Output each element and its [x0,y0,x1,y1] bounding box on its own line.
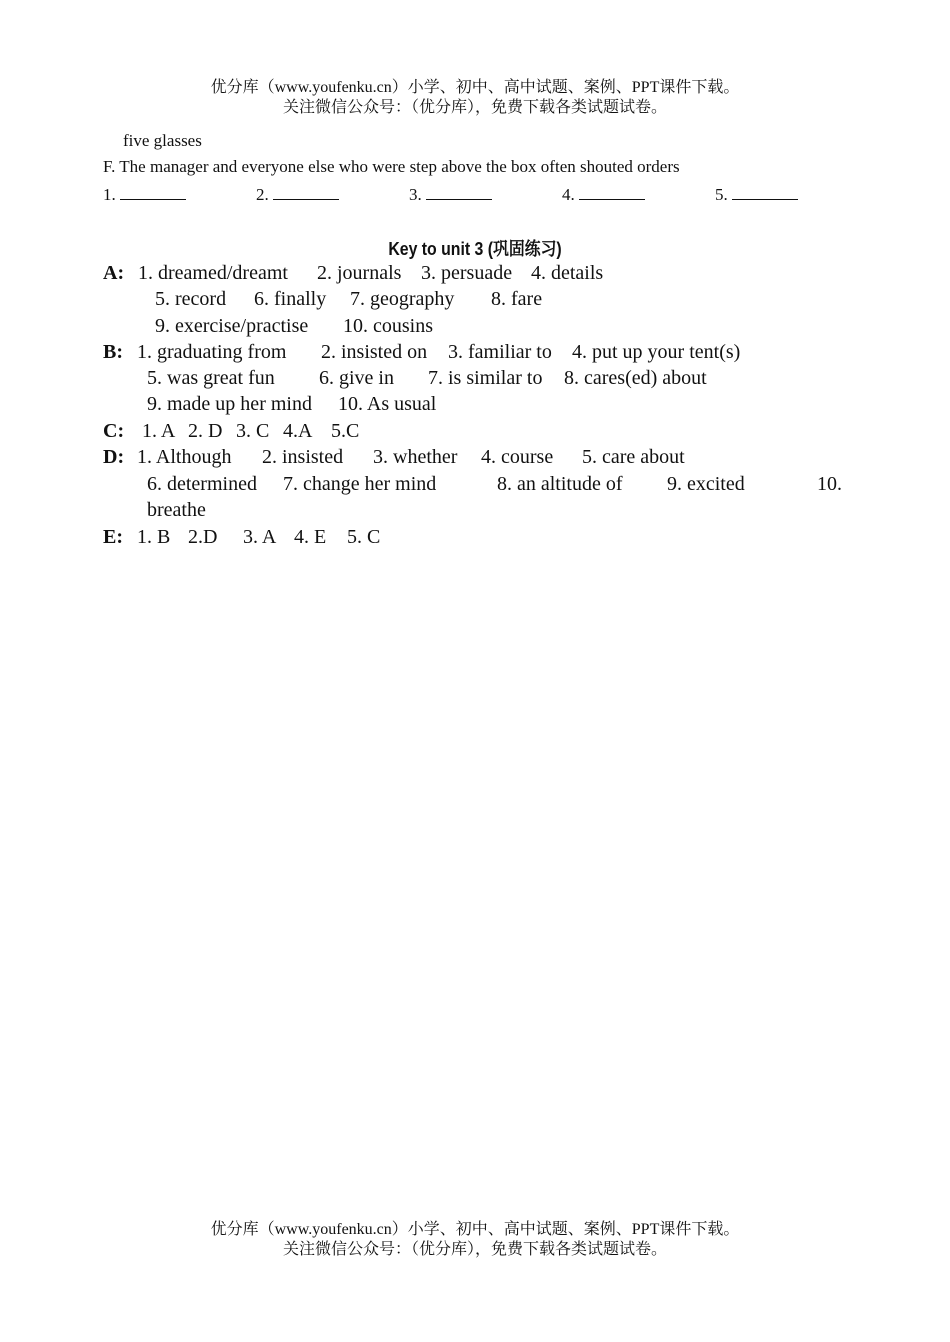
answer-b-1: 1. graduating from [137,341,287,363]
answer-d-6: 6. determined [147,473,257,495]
answer-blank-1: 1. [103,184,186,205]
answer-b-4: 4. put up your tent(s) [572,341,741,363]
answer-c-2: 2. D [188,420,223,442]
answer-a-10: 10. cousins [343,315,433,337]
section-d-label: D: [103,446,125,468]
answer-e-5: 5. C [347,526,381,548]
answer-b-3: 3. familiar to [448,341,552,363]
answer-a-6: 6. finally [254,288,327,310]
key-title: Key to unit 3 (巩固练习) [388,239,562,259]
section-e-label: E: [103,526,123,548]
answer-d-3: 3. whether [373,446,458,468]
answer-b-10: 10. As usual [338,393,437,415]
answer-b-6: 6. give in [319,367,394,389]
answer-blank-3: 3. [409,184,492,205]
answer-a-8: 8. fare [491,288,543,310]
footer-line-1: 优分库（www.youfenku.cn）小学、初中、高中试题、案例、PPT课件下载。 [210,1221,740,1238]
answer-e-2: 2.D [188,526,218,548]
answer-blank-2: 2. [256,184,339,205]
answer-d-9: 9. excited [667,473,745,495]
answer-d-4: 4. course [481,446,554,468]
answer-a-7: 7. geography [350,288,455,310]
answer-a-3: 3. persuade [421,262,513,284]
answer-d-2: 2. insisted [262,446,344,468]
answer-a-4: 4. details [531,262,604,284]
section-b-label: B: [103,341,123,363]
section-a-label: A: [103,262,125,284]
answer-e-4: 4. E [294,526,327,548]
answer-blank-4: 4. [562,184,645,205]
five-glasses-text: five glasses [123,131,202,150]
answer-d-10-number: 10. [817,473,842,495]
section-f-sentence: F. The manager and everyone else who were step above the box often shouted orders [103,157,680,176]
answer-d-5: 5. care about [582,446,685,468]
header-line-1: 优分库（www.youfenku.cn）小学、初中、高中试题、案例、PPT课件下载。 [210,79,740,96]
answer-b-2: 2. insisted on [321,341,428,363]
answer-a-5: 5. record [155,288,227,310]
footer-line-2: 关注微信公众号：（优分库），免费下载各类试题试卷。 [282,1241,667,1258]
section-c-label: C: [103,420,125,442]
answer-b-8: 8. cares(ed) about [564,367,707,389]
answer-c-4: 4.A [283,420,313,442]
page-header [0,78,950,118]
answer-b-5: 5. was great fun [147,367,275,389]
answer-e-3: 3. A [243,526,277,548]
answer-a-9: 9. exercise/practise [155,315,309,337]
answer-c-3: 3. C [236,420,270,442]
page-footer [0,1220,950,1260]
answer-b-7: 7. is similar to [428,367,543,389]
answer-c-5: 5.C [331,420,360,442]
answer-a-1: 1. dreamed/dreamt [138,262,288,284]
answer-blank-5: 5. [715,184,798,205]
answer-d-1: 1. Although [137,446,232,468]
answer-b-9: 9. made up her mind [147,393,312,415]
header-line-2: 关注微信公众号：（优分库），免费下载各类试题试卷。 [282,99,667,116]
answer-d-10: breathe [147,499,206,521]
answer-c-1: 1. A [142,420,176,442]
answer-d-8: 8. an altitude of [497,473,623,495]
answer-a-2: 2. journals [317,262,402,284]
answer-d-7: 7. change her mind [283,473,437,495]
answer-e-1: 1. B [137,526,171,548]
